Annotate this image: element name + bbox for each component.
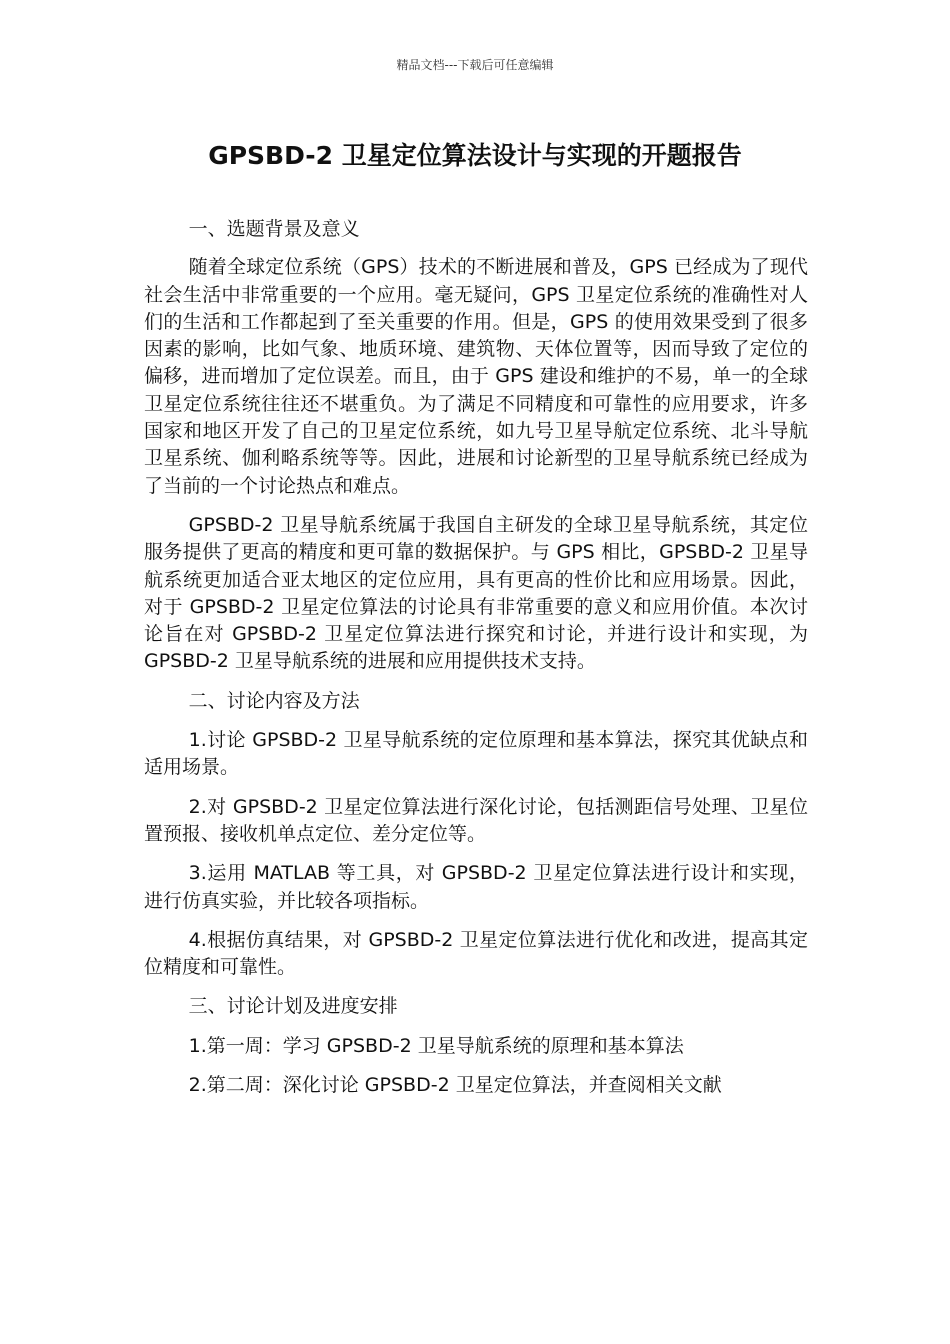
paragraph-background-1: 随着全球定位系统（GPS）技术的不断进展和普及，GPS 已经成为了现代社会生活中非常重要的一个应用。毫无疑问，GPS 卫星定位系统的准确性对人们的生活和工作都起到了至关重要的作用。但是，GPS 的使用效果受到了很多因素的影响，比如气象、地质环境、建筑物、天体位置等，因而导致了定位的偏移，进而增加了定位误差。而且，由于 GPS 建设和维护的不易，单一的全球卫星定位系统往往还不堪重负。为了满足不同精度和可靠性的应用要求，许多国家和地区开发了自己的卫星定位系统，如九号卫星导航定位系统、北斗导航卫星系统、伽利略系统等等。因此，进展和讨论新型的卫星导航系统已经成为了当前的一个讨论热点和难点。 [144,256,808,497]
section-heading-content-methods: 二、讨论内容及方法 [188,689,360,712]
document-body [144,216,808,1099]
document-title: GPSBD-2 卫星定位算法设计与实现的开题报告 [208,141,742,170]
section-heading-schedule: 三、讨论计划及进度安排 [188,995,398,1018]
schedule-item-1: 1.第一周：学习 GPSBD-2 卫星导航系统的原理和基本算法 [188,1034,684,1057]
header-note: 精品文档---下载后可任意编辑 [396,58,554,72]
content-item-4: 4.根据仿真结果，对 GPSBD-2 卫星定位算法进行优化和改进，提高其定位精度和可靠性。 [144,928,808,979]
paragraph-background-2: GPSBD-2 卫星导航系统属于我国自主研发的全球卫星导航系统，其定位服务提供了更高的精度和更可靠的数据保护。与 GPS 相比，GPSBD-2 卫星导航系统更加适合亚太地区的定位应用，具有更高的性价比和应用场景。因此，对于 GPSBD-2 卫星定位算法的讨论具有非常重要的意义和应用价值。本次讨论旨在对 GPSBD-2 卫星定位算法进行探究和讨论，并进行设计和实现，为 GPSBD-2 卫星导航系统的进展和应用提供技术支持。 [144,513,808,673]
content-item-1: 1.讨论 GPSBD-2 卫星导航系统的定位原理和基本算法，探究其优缺点和适用场景。 [144,729,808,779]
content-item-3: 3.运用 MATLAB 等工具，对 GPSBD-2 卫星定位算法进行设计和实现，进行仿真实验，并比较各项指标。 [144,862,808,912]
content-item-2: 2.对 GPSBD-2 卫星定位算法进行深化讨论，包括测距信号处理、卫星位置预报、接收机单点定位、差分定位等。 [144,795,808,845]
schedule-item-2: 2.第二周：深化讨论 GPSBD-2 卫星定位算法，并查阅相关文献 [188,1074,722,1097]
section-heading-background: 一、选题背景及意义 [188,218,360,240]
